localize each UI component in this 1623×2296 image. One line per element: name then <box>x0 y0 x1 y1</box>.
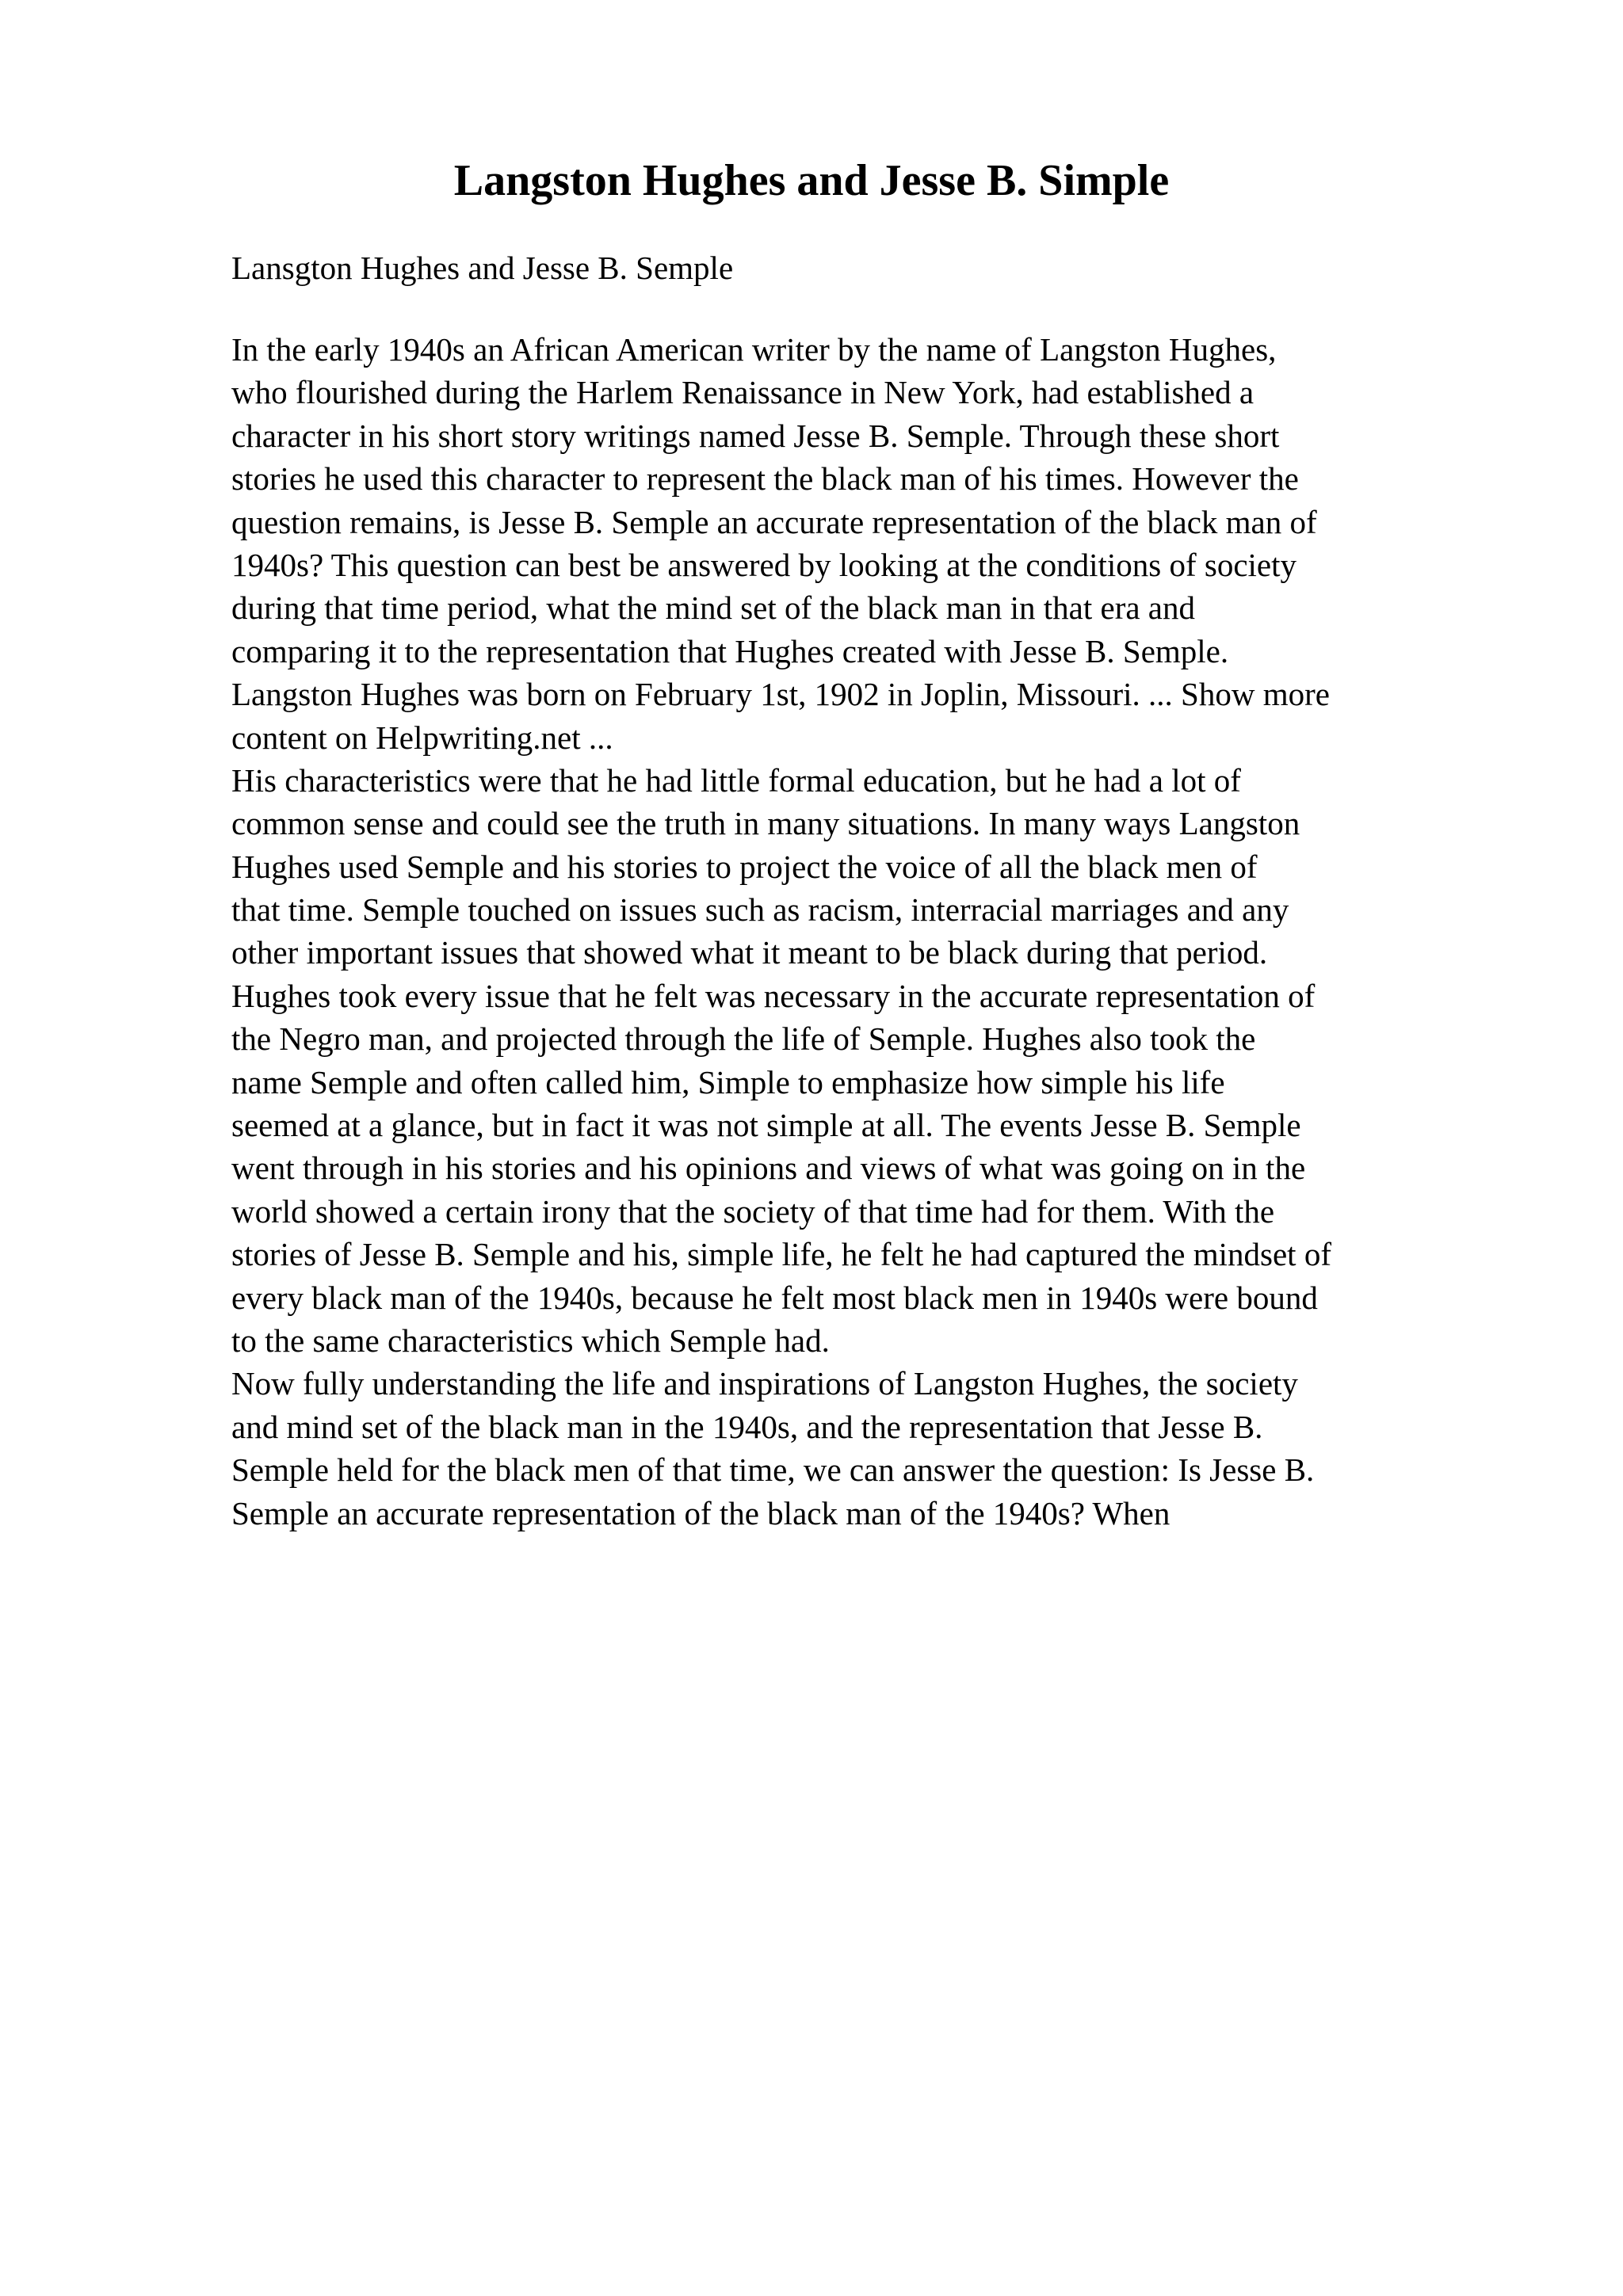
body-text-line: Hughes took every issue that he felt was necessary in the accurate representation of <box>231 977 1316 1014</box>
body-text-line: His characteristics were that he had little formal education, but he had a lot of <box>231 761 1241 799</box>
body-text-line: went through in his stories and his opinions and views of what was going on in the <box>231 1150 1306 1187</box>
body-text-line: content on Helpwriting.net ... <box>231 719 613 756</box>
body-text-line: during that time period, what the mind set of the black man in that era and <box>231 589 1195 627</box>
body-text-line: every black man of the 1940s, because he felt most black men in 1940s were bound <box>231 1279 1318 1316</box>
document-subtitle: Lansgton Hughes and Jesse B. Semple <box>231 250 734 286</box>
document-title: Langston Hughes and Jesse B. Simple <box>453 156 1170 205</box>
body-text-line: stories of Jesse B. Semple and his, simple life, he felt he had captured the mindset of <box>231 1236 1331 1273</box>
document-body <box>231 328 1515 1535</box>
body-text-line: other important issues that showed what it meant to be black during that period. <box>231 934 1268 971</box>
body-text-line: world showed a certain irony that the society of that time had for them. With the <box>231 1192 1275 1230</box>
body-text-line: that time. Semple touched on issues such as racism, interracial marriages and any <box>231 891 1289 929</box>
body-text-line: In the early 1940s an African American writer by the name of Langston Hughes, <box>231 331 1277 368</box>
body-text-line: seemed at a glance, but in fact it was not simple at all. The events Jesse B. Semple <box>231 1107 1301 1144</box>
body-text-line: and mind set of the black man in the 1940s, and the representation that Jesse B. <box>231 1408 1263 1445</box>
body-text-line: Semple held for the black men of that time, we can answer the question: Is Jesse B. <box>231 1451 1315 1489</box>
body-text-line: Now fully understanding the life and inspirations of Langston Hughes, the society <box>231 1365 1298 1402</box>
body-text-line: name Semple and often called him, Simple to emphasize how simple his life <box>231 1063 1225 1100</box>
body-text-line: stories he used this character to represent the black man of his times. However the <box>231 460 1299 498</box>
body-text-line: character in his short story writings named Jesse B. Semple. Through these short <box>231 417 1280 454</box>
body-text-line: common sense and could see the truth in many situations. In many ways Langston <box>231 805 1300 842</box>
body-text-line: comparing it to the representation that Hughes created with Jesse B. Semple. <box>231 632 1229 669</box>
body-text-line: who flourished during the Harlem Renaissance in New York, had established a <box>231 374 1254 411</box>
body-text-line: the Negro man, and projected through the life of Semple. Hughes also took the <box>231 1020 1256 1058</box>
body-text-line: to the same characteristics which Semple had. <box>231 1322 830 1359</box>
body-text-line: Semple an accurate representation of the black man of the 1940s? When <box>231 1494 1170 1531</box>
body-text-line: 1940s? This question can best be answered by looking at the conditions of society <box>231 546 1297 583</box>
body-text-line: Langston Hughes was born on February 1st, 1902 in Joplin, Missouri. ... Show more <box>231 676 1330 713</box>
body-text-line: Hughes used Semple and his stories to project the voice of all the black men of <box>231 848 1258 885</box>
body-text-line: question remains, is Jesse B. Semple an accurate representation of the black man of <box>231 503 1317 540</box>
